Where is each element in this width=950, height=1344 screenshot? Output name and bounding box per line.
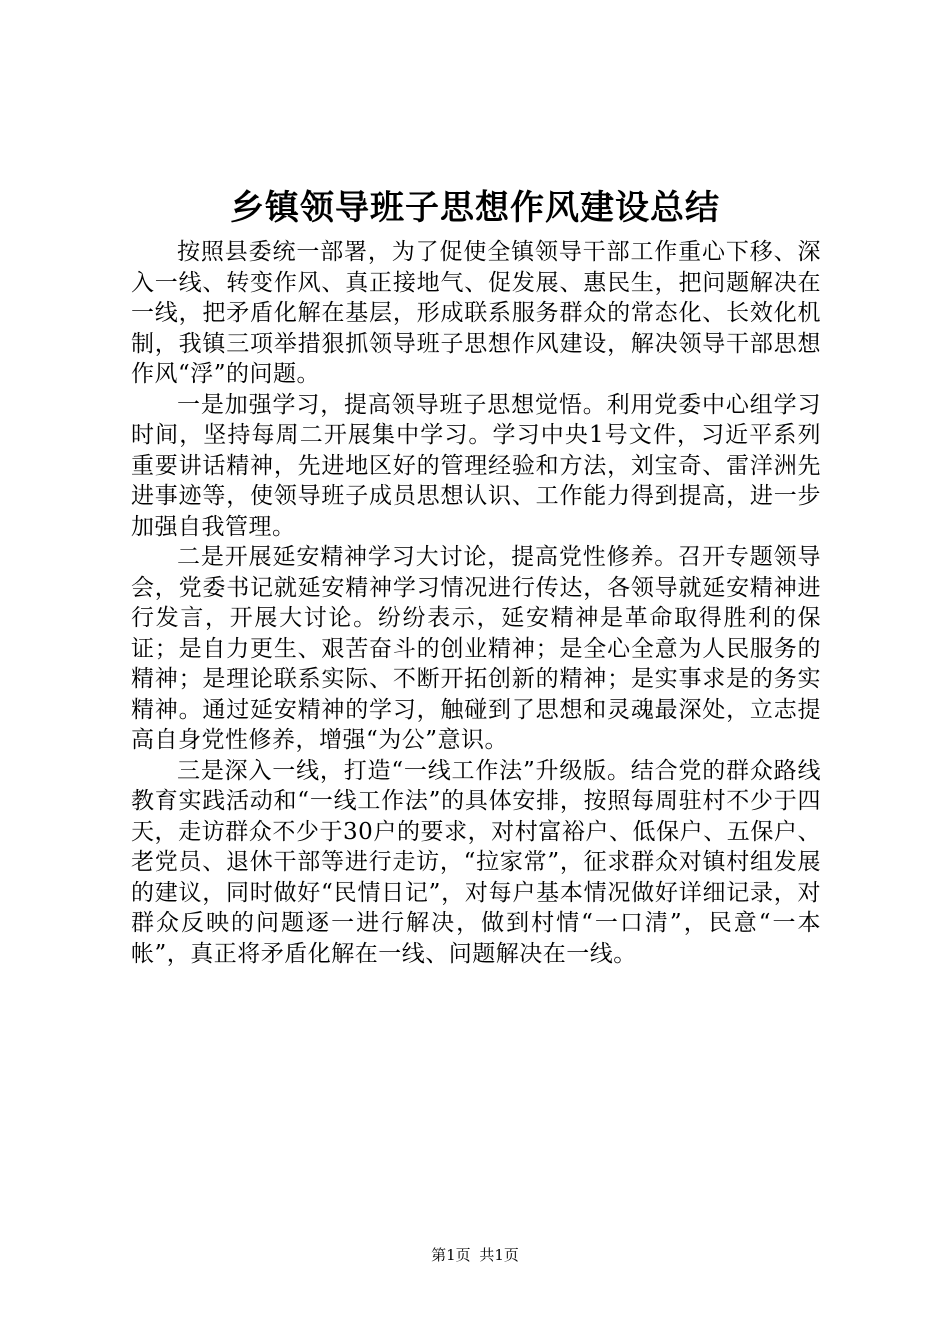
document-body <box>131 237 821 969</box>
page-footer <box>0 1244 950 1266</box>
paragraph-point-three: 三是深入一线，打造“一线工作法”升级版。结合党的群众路线教育实践活动和“一线工作法”的具体安排，按照每周驻村不少于四天，走访群众不少于30户的要求，对村富裕户、低保户、五保户、老党员、退休干部等进行走访，“拉家常”，征求群众对镇村组发展的建议，同时做好“民情日记”，对每户基本情况做好详细记录，对群众反映的问题逐一进行解决，做到村情“一口清”，民意“一本帐”，真正将矛盾化解在一线、问题解决在一线。 <box>131 757 821 967</box>
paragraph-point-one: 一是加强学习，提高领导班子思想觉悟。利用党委中心组学习时间，坚持每周二开展集中学习。学习中央1号文件，习近平系列重要讲话精神，先进地区好的管理经验和方法，刘宝奇、雷洋洲先进事迹等，使领导班子成员思想认识、工作能力得到提高，进一步加强自我管理。 <box>131 391 821 540</box>
paragraph-point-two: 二是开展延安精神学习大讨论，提高党性修养。召开专题领导会，党委书记就延安精神学习情况进行传达，各领导就延安精神进行发言，开展大讨论。纷纷表示，延安精神是革命取得胜利的保证；是自力更生、艰苦奋斗的创业精神；是全心全意为人民服务的精神；是理论联系实际、不断开拓创新的精神；是实事求是的务实精神。通过延安精神的学习，触碰到了思想和灵魂最深处，立志提高自身党性修养，增强“为公”意识。 <box>131 544 821 753</box>
document-title: 乡镇领导班子思想作风建设总结 <box>230 188 720 228</box>
page-number-total: 共1页 <box>479 1246 519 1264</box>
paragraph-intro: 按照县委统一部署，为了促使全镇领导干部工作重心下移、深入一线、转变作风、真正接地气、促发展、惠民生，把问题解决在一线，把矛盾化解在基层，形成联系服务群众的常态化、长效化机制，我镇三项举措狠抓领导班子思想作风建设，解决领导干部思想作风“浮”的问题。 <box>131 239 821 387</box>
page-number-current: 第1页 <box>431 1246 471 1264</box>
